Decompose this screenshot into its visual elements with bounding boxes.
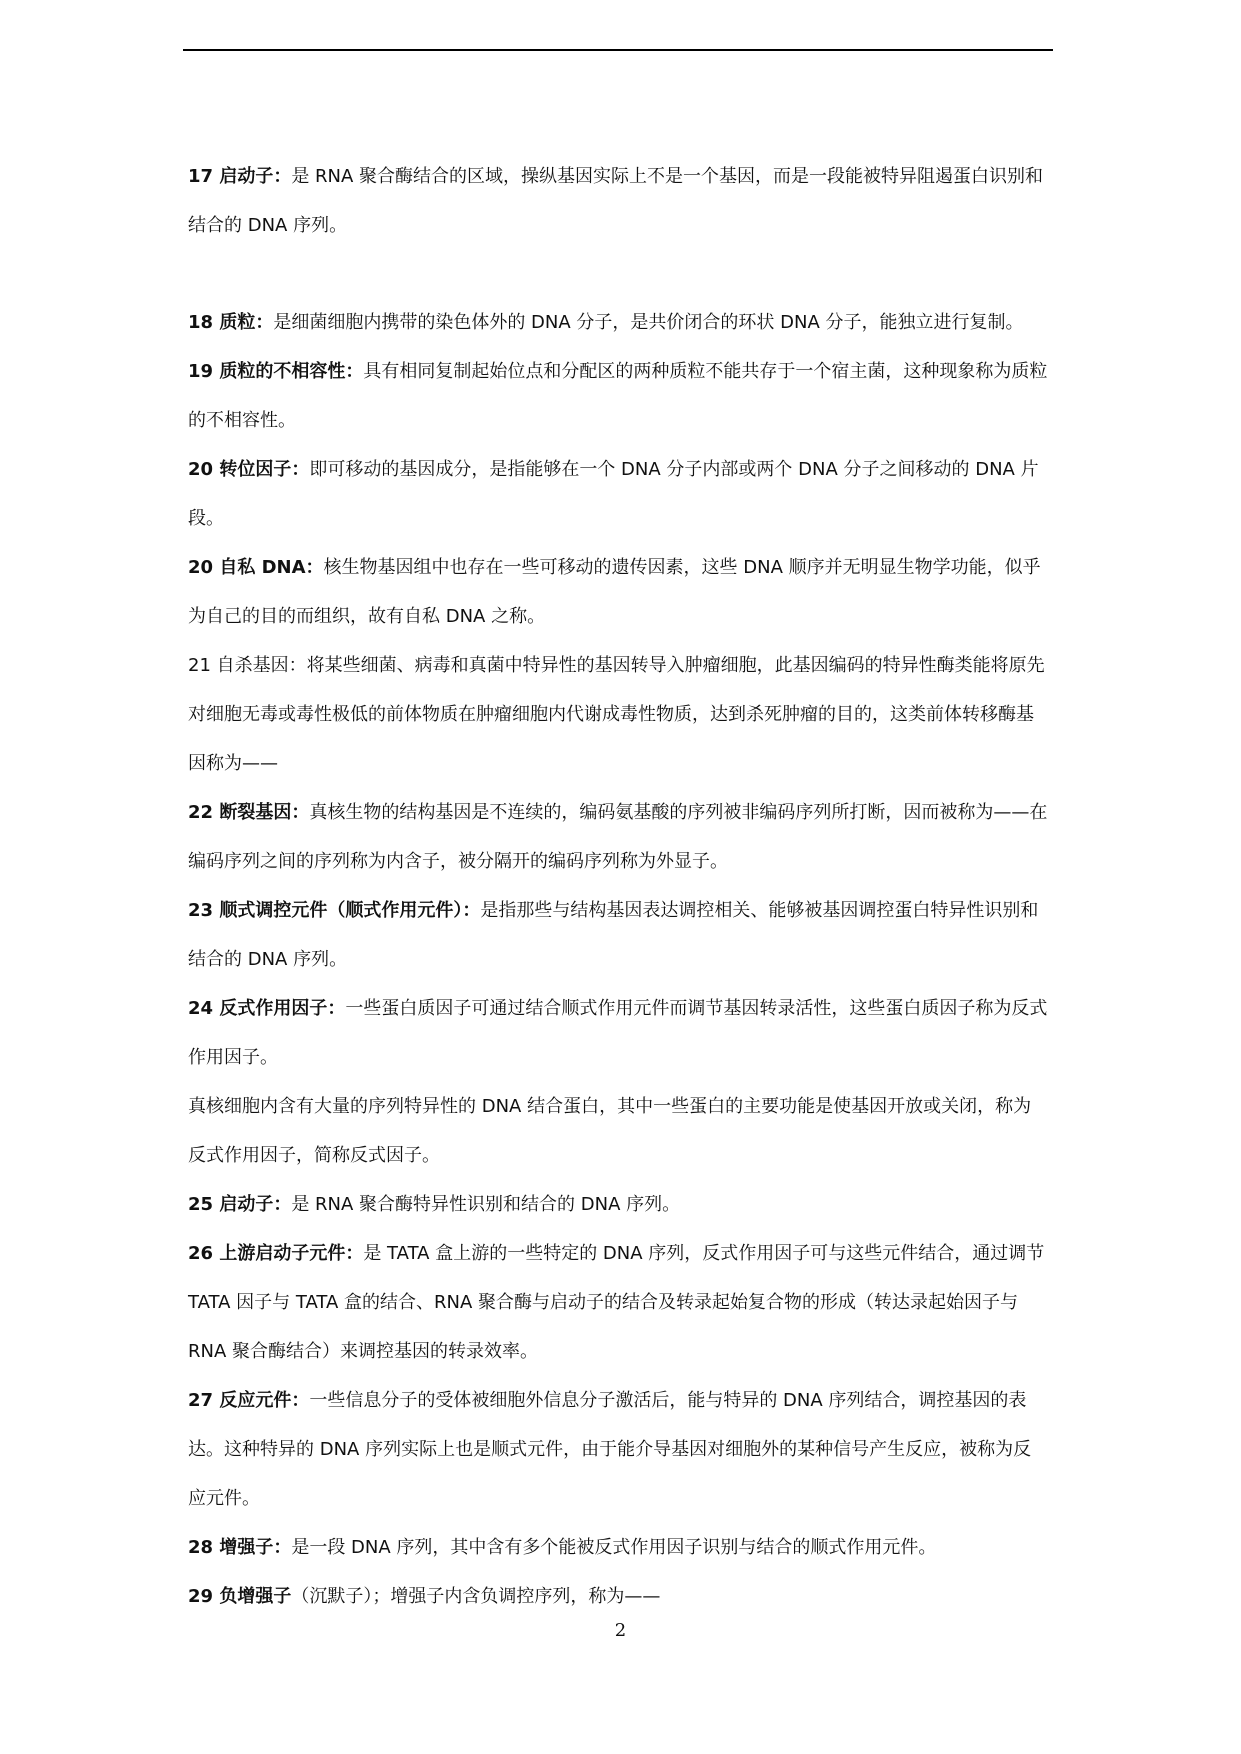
entry-term: 20 转位因子： (188, 459, 310, 480)
entry-term: 24 反式作用因子： (188, 998, 346, 1019)
entry-term: 26 上游启动子元件： (188, 1243, 364, 1264)
entry-text: 一些信息分子的受体被细胞外信息分子激活后，能与特异的 DNA 序列结合，调控基因的表达。这种特异的 DNA 序列实际上也是顺式元件，由于能介导基因对细胞外的某种信号产生反应，被称为反应元件。 (188, 1390, 1032, 1509)
header-rule (183, 49, 1053, 51)
entry-26-upstream-promoter-element (188, 1229, 1048, 1376)
entry-text: 是细菌细胞内携带的染色体外的 DNA 分子，是共价闭合的环状 DNA 分子，能独立进行复制。 (273, 312, 1024, 333)
entry-22-split-gene (188, 788, 1048, 886)
entry-term: 18 质粒： (188, 312, 274, 333)
entry-text: 具有相同复制起始位点和分配区的两种质粒不能共存于一个宿主菌，这种现象称为质粒的不相容性。 (188, 361, 1048, 431)
entry-17-promoter (188, 152, 1048, 250)
entry-text: 是 RNA 聚合酶特异性识别和结合的 DNA 序列。 (291, 1194, 681, 1215)
entry-text: 即可移动的基因成分，是指能够在一个 DNA 分子内部或两个 DNA 分子之间移动的 DNA 片段。 (188, 459, 1039, 529)
entry-term: 25 启动子： (188, 1194, 292, 1215)
document-body (188, 152, 1048, 1621)
entry-text: 核生物基因组中也存在一些可移动的遗传因素，这些 DNA 顺序并无明显生物学功能，似乎为自己的目的而组织，故有自私 DNA 之称。 (188, 557, 1041, 627)
entry-text: 是 TATA 盒上游的一些特定的 DNA 序列，反式作用因子可与这些元件结合，通过调节 TATA 因子与 TATA 盒的结合、RNA 聚合酶与启动子的结合及转录起始复合物的形成（转达录起始因子与 RNA 聚合酶结合）来调控基因的转录效率。 (188, 1243, 1045, 1362)
entry-text: 一些蛋白质因子可通过结合顺式作用元件而调节基因转录活性，这些蛋白质因子称为反式作用因子。 (188, 998, 1048, 1068)
entry-text: 是 RNA 聚合酶结合的区域，操纵基因实际上不是一个基因，而是一段能被特异阻遏蛋白识别和结合的 DNA 序列。 (188, 166, 1044, 236)
entry-term: 19 质粒的不相容性： (188, 361, 364, 382)
entry-text: 真核生物的结构基因是不连续的，编码氨基酸的序列被非编码序列所打断，因而被称为——在编码序列之间的序列称为内含子，被分隔开的编码序列称为外显子。 (188, 802, 1048, 872)
entry-text: （沉默子）；增强子内含负调控序列，称为—— (291, 1586, 661, 1607)
entry-29-silencer (188, 1572, 1048, 1621)
entry-18-plasmid (188, 298, 1048, 347)
entry-24-trans-factor (188, 984, 1048, 1082)
entry-28-enhancer (188, 1523, 1048, 1572)
entry-text: 21 自杀基因：将某些细菌、病毒和真菌中特异性的基因转导入肿瘤细胞，此基因编码的特异性酶类能将原先对细胞无毒或毒性极低的前体物质在肿瘤细胞内代谢成毒性物质，达到杀死肿瘤的目的，这类前体转移酶基因称为—— (188, 655, 1045, 774)
entry-24-trans-factor-note (188, 1082, 1048, 1180)
entry-21-suicide-gene (188, 641, 1048, 788)
entry-text: 是一段 DNA 序列，其中含有多个能被反式作用因子识别与结合的顺式作用元件。 (291, 1537, 937, 1558)
entry-19-plasmid-incompatibility (188, 347, 1048, 445)
entry-23-cis-element (188, 886, 1048, 984)
entry-text: 是指那些与结构基因表达调控相关、能够被基因调控蛋白特异性识别和结合的 DNA 序列。 (188, 900, 1039, 970)
entry-20-transposable-element (188, 445, 1048, 543)
entry-27-response-element (188, 1376, 1048, 1523)
entry-term: 29 负增强子 (188, 1586, 292, 1607)
entry-term: 20 自私 DNA： (188, 557, 324, 578)
entry-term: 17 启动子： (188, 166, 292, 187)
entry-text: 真核细胞内含有大量的序列特异性的 DNA 结合蛋白，其中一些蛋白的主要功能是使基因开放或关闭，称为反式作用因子，简称反式因子。 (188, 1096, 1032, 1166)
entry-25-promoter (188, 1180, 1048, 1229)
entry-20-selfish-dna (188, 543, 1048, 641)
entry-term: 23 顺式调控元件（顺式作用元件）： (188, 900, 481, 921)
entry-term: 28 增强子： (188, 1537, 292, 1558)
entry-term: 27 反应元件： (188, 1390, 310, 1411)
page-number: 2 (614, 1620, 627, 1641)
entry-term: 22 断裂基因： (188, 802, 310, 823)
